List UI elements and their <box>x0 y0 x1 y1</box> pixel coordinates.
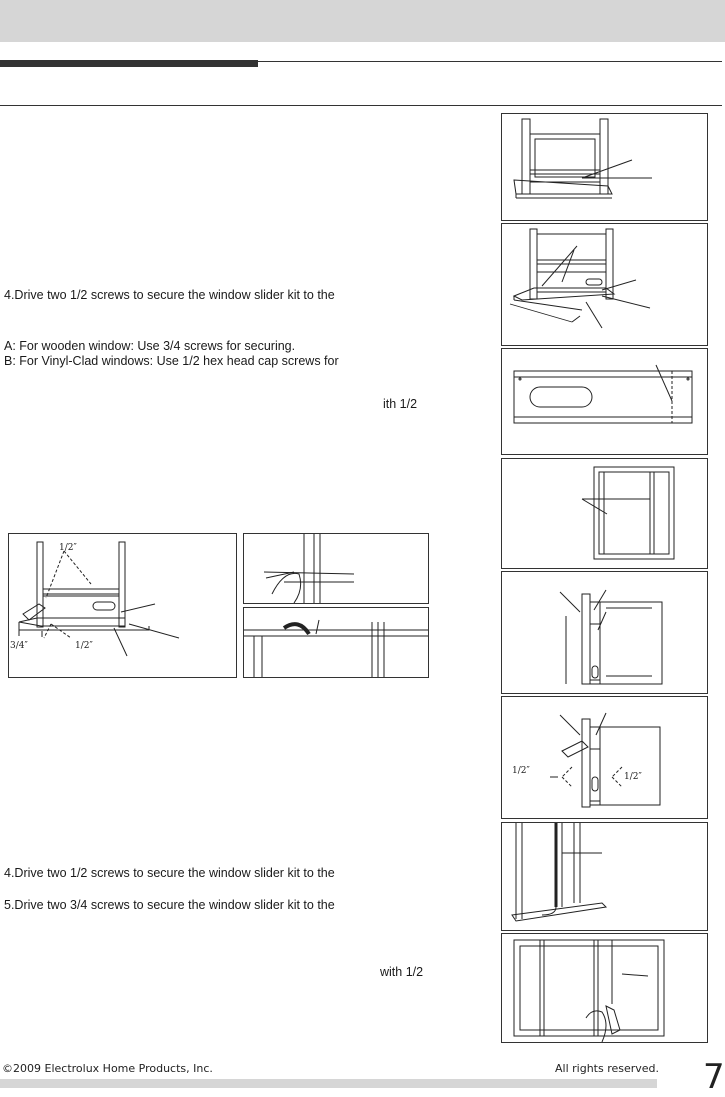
bottom-screw-illustration <box>501 933 708 1043</box>
step-4-text: 4.Drive two 1/2 screws to secure the window slider kit to the <box>4 288 335 302</box>
slider-kit-install-illustration <box>501 223 708 346</box>
seal-strip-illustration <box>243 607 429 678</box>
drilling-illustration <box>243 533 429 604</box>
dimension-label-bottom: 1/2″ <box>75 641 93 651</box>
note-a-text: A: For wooden window: Use 3/4 screws for securing. <box>4 339 296 353</box>
screw-placement-illustration <box>8 533 237 678</box>
footer-bar <box>0 1079 657 1088</box>
vertical-kit-illustration <box>501 571 708 694</box>
copyright-text: ©2009 Electrolux Home Products, Inc. <box>2 1062 213 1075</box>
header-rule <box>258 61 722 62</box>
sliding-window-illustration <box>501 458 708 569</box>
slider-panel-illustration <box>501 348 708 455</box>
dimension-label-top: 1/2″ <box>59 543 77 553</box>
step-4-text-horizontal: 4.Drive two 1/2 screws to secure the window slider kit to the <box>4 866 335 880</box>
side-label-right: 1/2″ <box>624 772 642 782</box>
vertical-screw-illustration <box>501 696 708 819</box>
section-accent-bar <box>0 60 258 67</box>
window-sill-illustration <box>501 113 708 221</box>
header-bar <box>0 0 725 42</box>
dimension-label-left: 3/4″ <box>10 641 28 651</box>
text-fragment: ith 1/2 <box>383 397 418 411</box>
note-b-text: B: For Vinyl-Clad windows: Use 1/2 hex head cap screws for <box>4 354 339 368</box>
text-fragment-2: with 1/2 <box>380 965 424 979</box>
section-rule <box>0 105 722 106</box>
step-5-text: 5.Drive two 3/4 screws to secure the window slider kit to the <box>4 898 335 912</box>
side-label-left: 1/2″ <box>512 766 530 776</box>
rights-text: All rights reserved. <box>555 1062 660 1075</box>
vertical-seal-illustration <box>501 822 708 931</box>
page-number: 7 <box>703 1057 725 1097</box>
